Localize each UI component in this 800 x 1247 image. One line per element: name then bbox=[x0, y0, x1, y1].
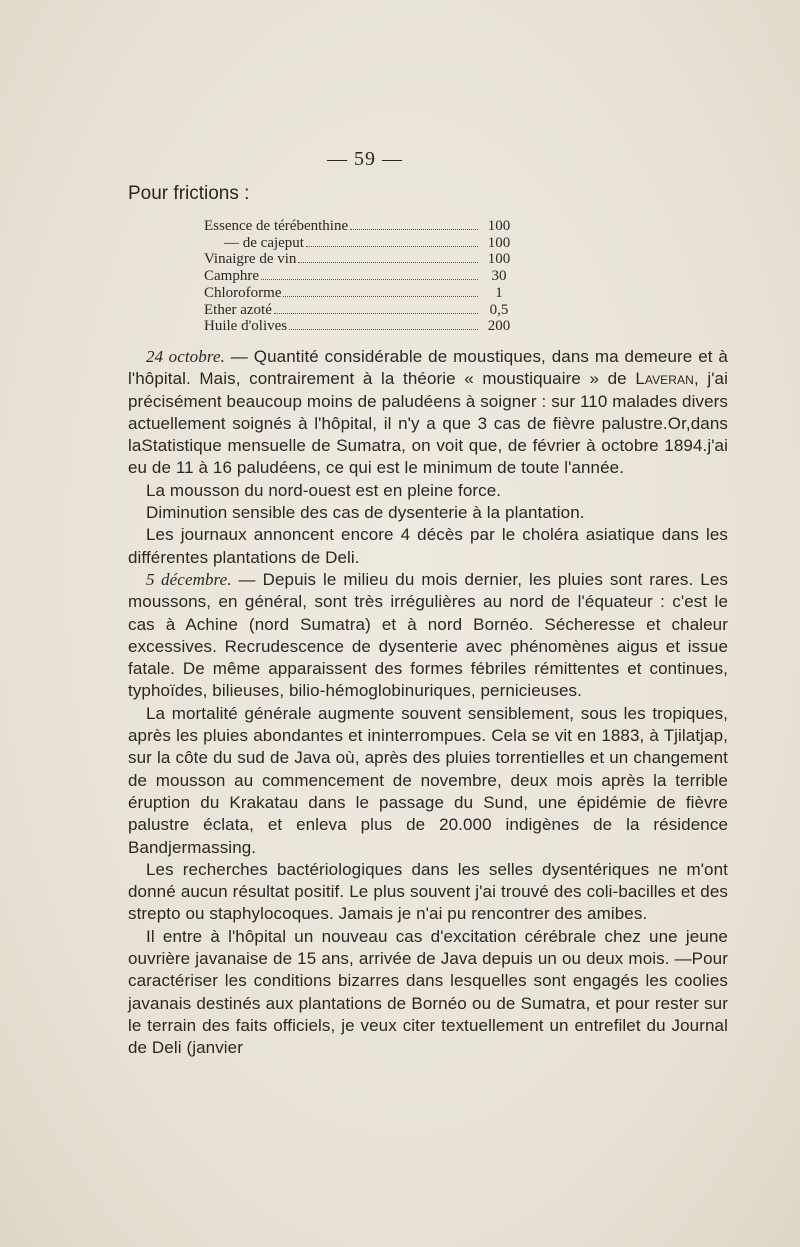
recipe-row bbox=[204, 218, 516, 235]
ingredient-name: Chloroforme bbox=[204, 284, 282, 301]
ingredient-quantity: 0,5 bbox=[489, 301, 509, 318]
recipe-row bbox=[204, 318, 516, 335]
ingredient-name: Huile d'olives bbox=[204, 318, 288, 335]
section-heading: Pour frictions : bbox=[128, 183, 250, 204]
paragraph: Les journaux annoncent encore 4 décès par le choléra asiatique dans les différentes plantations de Deli. bbox=[128, 525, 728, 567]
date-entry: 24 octobre. bbox=[146, 347, 225, 366]
ingredient-quantity: 30 bbox=[491, 268, 507, 285]
recipe-row bbox=[204, 235, 516, 252]
leader-dots bbox=[274, 313, 478, 314]
leader-dots bbox=[306, 246, 478, 247]
recipe-row bbox=[204, 285, 516, 302]
paragraph: Il entre à l'hôpital un nouveau cas d'excitation cérébrale chez une jeune ouvrière javanaise de 15 ans, arrivée de Java depuis un ou deux mois. —Pour caractériser les conditions bizarres dans lesquelles sont engagés les coolies javanais destinés aux plantations de Bornéo ou de Sumatra, et pour rester sur le terrain des faits officiels, je veux citer textuellement un entrefilet du Journal de Deli (janvier bbox=[128, 926, 728, 1058]
body-text bbox=[128, 346, 728, 1060]
paragraph-text: — Quantité considérable de moustiques, dans ma demeure et à l'hôpital. Mais, contrairement à la théorie « moustiquaire » de bbox=[128, 347, 728, 389]
recipe-row bbox=[204, 268, 516, 285]
paragraph: Diminution sensible des cas de dysenterie à la plantation. bbox=[146, 503, 585, 523]
ingredient-name: Vinaigre de vin bbox=[204, 251, 297, 268]
recipe-row bbox=[204, 251, 516, 268]
page-number: — 59 — bbox=[327, 148, 403, 170]
date-entry: 5 décembre. bbox=[146, 569, 232, 589]
ingredient-quantity: 100 bbox=[487, 251, 511, 268]
leader-dots bbox=[350, 229, 478, 230]
ingredient-quantity: 100 bbox=[487, 234, 511, 251]
paragraph-text: , j'ai précisément beaucoup moins de paludéens à soigner : sur 110 malades divers actuellement soignés à l'hôpital, il n'y a que 3 cas de fièvre palustre.Or,dans laStatistique mensuelle de Sumatra, on voit que, de février à octobre 1894.j'ai eu de 11 à 16 paludéens, ce qui est le minimum de toute l'année. bbox=[128, 369, 728, 478]
paragraph: La mousson du nord-ouest est en pleine force. bbox=[146, 480, 502, 500]
paragraph-text: — Depuis le milieu du mois dernier, les pluies sont rares. Les moussons, en général, sont très irrégulières au nord de l'équateur : c'est le cas à Achine (nord Sumatra) et à nord Bornéo. Sécheresse et chaleur excessives. Recrudescence de dysenterie avec phénomènes aigus et issue fatale. De même apparaissent des formes fébriles rémittentes et continues, typhoïdes, bilieuses, bilio-hémoglobinuriques, pernicieuses. bbox=[128, 569, 728, 701]
leader-dots bbox=[298, 262, 478, 263]
ingredient-quantity: 100 bbox=[487, 218, 511, 234]
paragraph bbox=[128, 346, 728, 480]
ingredient-quantity: 1 bbox=[495, 284, 503, 301]
ingredient-name: Camphre bbox=[204, 268, 259, 285]
ingredient-name: Ether azoté bbox=[204, 301, 272, 318]
leader-dots bbox=[283, 296, 478, 297]
author-name: Laveran bbox=[635, 369, 694, 389]
ingredient-name: Essence de térébenthine bbox=[204, 218, 349, 234]
paragraph: Les recherches bactériologiques dans les selles dysentériques ne m'ont donné aucun résultat positif. Le plus souvent j'ai trouvé des coli-bacilles et des strepto ou staphylocoques. Jamais je n'ai pu rencontrer des amibes. bbox=[128, 859, 728, 924]
leader-dots bbox=[261, 279, 478, 280]
paragraph bbox=[128, 569, 728, 703]
ingredient-name: — de cajeput bbox=[224, 234, 304, 251]
ingredient-quantity: 200 bbox=[487, 318, 511, 335]
paragraph: La mortalité générale augmente souvent sensiblement, sous les tropiques, après les pluies abondantes et ininterrompues. Cela se vit en 1883, à Tjilatjap, sur la côte du sud de Java où, après des pluies torrentielles et un changement de mousson au commencement de novembre, deux mois après la terrible éruption du Krakatau dans le passage du Sund, une épidémie de fièvre palustre éclata, et enleva plus de 20.000 indigènes de la résidence Bandjermassing. bbox=[128, 703, 728, 857]
recipe-list bbox=[204, 218, 516, 335]
recipe-row bbox=[204, 302, 516, 319]
leader-dots bbox=[289, 329, 478, 330]
